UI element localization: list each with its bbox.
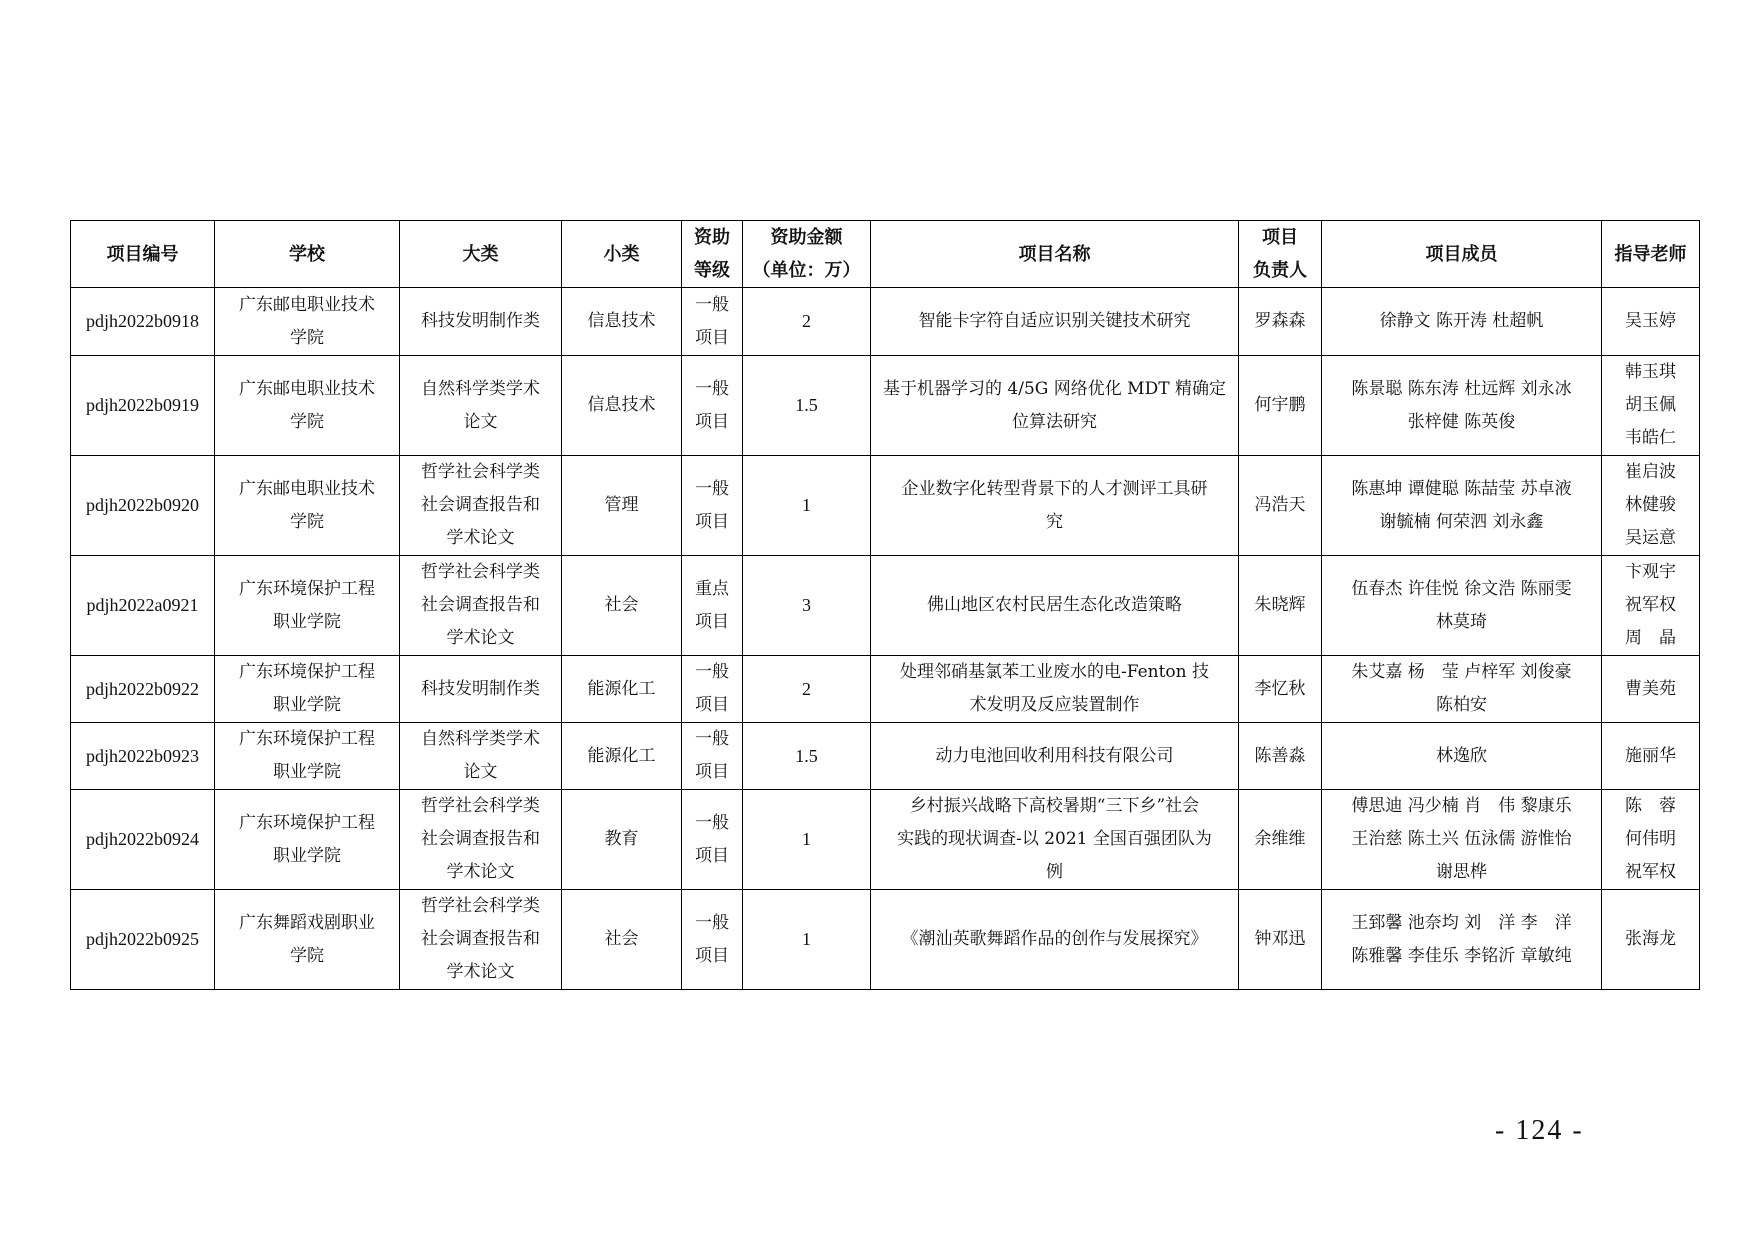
cell-category-line: 哲学社会科学类 xyxy=(421,562,540,582)
cell-school-line: 广东邮电职业技术 xyxy=(239,378,375,399)
cell-members xyxy=(1322,288,1602,356)
cell-advisor xyxy=(1602,890,1700,990)
cell-name-line: 佛山地区农村民居生态化改造策略 xyxy=(927,595,1182,615)
cell-name-line: 究 xyxy=(1046,511,1063,532)
cell-advisor-line: 张海龙 xyxy=(1625,929,1676,949)
cell-name-line: 智能卡字符自适应识别关键技术研究 xyxy=(918,311,1191,331)
table-body xyxy=(71,288,1700,990)
cell-name-line: 例 xyxy=(1046,862,1063,882)
cell-advisor-line: 祝军权 xyxy=(1625,862,1676,882)
cell-amount: 2 xyxy=(743,288,871,356)
cell-level-line: 项目 xyxy=(695,945,729,966)
cell-category-line: 学术论文 xyxy=(446,862,515,882)
cell-advisor-line: 周 晶 xyxy=(1625,628,1676,648)
cell-level-line: 项目 xyxy=(695,511,729,532)
cell-level-line: 项目 xyxy=(695,845,729,866)
cell-advisor-line: 韩玉琪 xyxy=(1625,362,1676,382)
cell-amount: 1.5 xyxy=(743,723,871,790)
cell-category-line: 社会调查报告和 xyxy=(421,829,540,849)
cell-school-line: 广东邮电职业技术 xyxy=(239,478,375,499)
cell-name-line: 位算法研究 xyxy=(1012,411,1097,432)
cell-amount: 1 xyxy=(743,890,871,990)
header-level xyxy=(682,221,743,288)
cell-id: pdjh2022a0921 xyxy=(71,556,215,656)
cell-category-line: 学术论文 xyxy=(446,628,515,648)
cell-name xyxy=(871,890,1239,990)
cell-level-line: 重点 xyxy=(695,578,729,599)
cell-name-line: 《潮汕英歌舞蹈作品的创作与发展探究》 xyxy=(901,929,1208,949)
cell-category-line: 哲学社会科学类 xyxy=(421,462,540,482)
cell-members-line: 林莫琦 xyxy=(1436,611,1487,632)
cell-category-line: 哲学社会科学类 xyxy=(421,796,540,816)
cell-category-line: 学术论文 xyxy=(446,962,515,982)
cell-level-line: 一般 xyxy=(695,294,729,315)
cell-level-line: 一般 xyxy=(695,812,729,833)
cell-subcategory: 能源化工 xyxy=(562,656,682,723)
cell-subcategory: 社会 xyxy=(562,556,682,656)
cell-leader: 陈善淼 xyxy=(1239,723,1322,790)
cell-name xyxy=(871,356,1239,456)
cell-members-line: 傅思迪 冯少楠 肖 伟 黎康乐 xyxy=(1351,796,1572,816)
funding-table-container xyxy=(70,220,1700,990)
header-leader-line: 项目 xyxy=(1262,227,1298,248)
cell-name-line: 企业数字化转型背景下的人才测评工具研 xyxy=(901,478,1208,499)
cell-level-line: 一般 xyxy=(695,912,729,933)
cell-name-line: 处理邻硝基氯苯工业废水的电-Fenton 技 xyxy=(899,662,1210,682)
cell-school xyxy=(215,456,400,556)
cell-members xyxy=(1322,356,1602,456)
table-row xyxy=(71,288,1700,356)
cell-leader: 何宇鹏 xyxy=(1239,356,1322,456)
cell-school-line: 职业学院 xyxy=(273,695,341,715)
cell-category-line: 哲学社会科学类 xyxy=(421,896,540,916)
cell-level-line: 一般 xyxy=(695,662,729,682)
cell-advisor xyxy=(1602,288,1700,356)
cell-category xyxy=(400,356,562,456)
cell-level-line: 项目 xyxy=(695,411,729,432)
cell-members-line: 王治慈 陈土兴 伍泳儒 游惟怡 xyxy=(1351,829,1572,849)
cell-advisor xyxy=(1602,356,1700,456)
cell-id: pdjh2022b0918 xyxy=(71,288,215,356)
cell-subcategory: 社会 xyxy=(562,890,682,990)
cell-members xyxy=(1322,556,1602,656)
cell-school-line: 广东邮电职业技术 xyxy=(239,294,375,315)
cell-name-line: 动力电池回收利用科技有限公司 xyxy=(935,745,1174,766)
cell-amount: 1 xyxy=(743,790,871,890)
cell-members-line: 谢毓楠 何荣泗 刘永鑫 xyxy=(1379,511,1544,532)
cell-school-line: 职业学院 xyxy=(273,762,341,782)
cell-members-line: 陈雅馨 李佳乐 李铭沂 章敏纯 xyxy=(1351,945,1572,966)
cell-category-line: 自然科学类学术 xyxy=(421,729,540,749)
cell-level xyxy=(682,288,743,356)
cell-level-line: 一般 xyxy=(695,729,729,749)
cell-category-line: 社会调查报告和 xyxy=(421,929,540,949)
cell-advisor xyxy=(1602,456,1700,556)
cell-id: pdjh2022b0919 xyxy=(71,356,215,456)
cell-category-line: 论文 xyxy=(463,411,498,432)
header-row xyxy=(71,221,1700,288)
cell-school-line: 广东环境保护工程 xyxy=(239,578,375,599)
cell-school xyxy=(215,890,400,990)
cell-name-line: 实践的现状调查-以 2021 全国百强团队为 xyxy=(897,829,1212,849)
cell-category xyxy=(400,656,562,723)
cell-advisor-line: 崔启波 xyxy=(1625,462,1676,482)
cell-id: pdjh2022b0920 xyxy=(71,456,215,556)
cell-category-line: 社会调查报告和 xyxy=(421,595,540,615)
cell-level xyxy=(682,890,743,990)
cell-members xyxy=(1322,790,1602,890)
cell-members xyxy=(1322,723,1602,790)
cell-leader: 冯浩天 xyxy=(1239,456,1322,556)
table-row xyxy=(71,890,1700,990)
cell-leader: 朱晓辉 xyxy=(1239,556,1322,656)
cell-advisor-line: 施丽华 xyxy=(1625,745,1676,766)
cell-members xyxy=(1322,456,1602,556)
cell-members-line: 朱艾嘉 杨 莹 卢梓军 刘俊豪 xyxy=(1351,662,1572,682)
cell-id: pdjh2022b0922 xyxy=(71,656,215,723)
cell-advisor-line: 林健骏 xyxy=(1625,495,1676,515)
cell-leader: 罗森森 xyxy=(1239,288,1322,356)
cell-id: pdjh2022b0924 xyxy=(71,790,215,890)
cell-advisor-line: 祝军权 xyxy=(1625,595,1676,615)
header-subcategory: 小类 xyxy=(562,221,682,288)
header-amount-line: （单位：万） xyxy=(752,260,861,281)
cell-advisor xyxy=(1602,656,1700,723)
cell-name xyxy=(871,456,1239,556)
header-leader xyxy=(1239,221,1322,288)
table-row xyxy=(71,456,1700,556)
cell-school-line: 学院 xyxy=(290,411,324,432)
cell-school xyxy=(215,656,400,723)
cell-advisor-line: 吴玉婷 xyxy=(1625,311,1676,331)
header-school: 学校 xyxy=(215,221,400,288)
header-category: 大类 xyxy=(400,221,562,288)
cell-school-line: 广东舞蹈戏剧职业 xyxy=(239,912,375,933)
header-id: 项目编号 xyxy=(71,221,215,288)
cell-level-line: 一般 xyxy=(695,478,729,499)
cell-school-line: 广东环境保护工程 xyxy=(239,662,375,682)
cell-advisor-line: 吴运意 xyxy=(1625,528,1676,548)
cell-subcategory: 能源化工 xyxy=(562,723,682,790)
cell-advisor xyxy=(1602,723,1700,790)
page-number: - 124 - xyxy=(1495,1115,1584,1146)
cell-name xyxy=(871,288,1239,356)
cell-level-line: 项目 xyxy=(695,762,729,782)
cell-category-line: 社会调查报告和 xyxy=(421,495,540,515)
table-row xyxy=(71,356,1700,456)
cell-members xyxy=(1322,890,1602,990)
cell-amount: 3 xyxy=(743,556,871,656)
cell-advisor-line: 卞观宇 xyxy=(1625,562,1676,582)
cell-amount: 1 xyxy=(743,456,871,556)
header-amount-line: 资助金额 xyxy=(770,227,843,248)
cell-category xyxy=(400,890,562,990)
cell-members-line: 伍春杰 许佳悦 徐文浩 陈丽雯 xyxy=(1351,578,1572,599)
cell-level xyxy=(682,723,743,790)
cell-members-line: 谢思桦 xyxy=(1436,862,1487,882)
cell-name xyxy=(871,723,1239,790)
cell-amount: 2 xyxy=(743,656,871,723)
cell-members-line: 陈惠坤 谭健聪 陈喆莹 苏卓液 xyxy=(1351,478,1572,499)
cell-name xyxy=(871,790,1239,890)
cell-members-line: 陈景聪 陈东涛 杜远辉 刘永冰 xyxy=(1351,378,1572,399)
cell-school xyxy=(215,556,400,656)
cell-leader: 李忆秋 xyxy=(1239,656,1322,723)
cell-subcategory: 信息技术 xyxy=(562,356,682,456)
cell-level-line: 一般 xyxy=(695,378,729,399)
cell-advisor-line: 曹美苑 xyxy=(1625,678,1676,699)
funding-table xyxy=(70,220,1700,990)
header-members: 项目成员 xyxy=(1322,221,1602,288)
table-row xyxy=(71,790,1700,890)
cell-school xyxy=(215,288,400,356)
cell-category-line: 学术论文 xyxy=(446,528,515,548)
cell-name-line: 基于机器学习的 4/5G 网络优化 MDT 精确定 xyxy=(883,378,1226,399)
table-row xyxy=(71,656,1700,723)
cell-name xyxy=(871,556,1239,656)
cell-members-line: 王郅馨 池奈均 刘 洋 李 洋 xyxy=(1351,912,1572,933)
cell-school-line: 学院 xyxy=(290,945,324,966)
table-row xyxy=(71,723,1700,790)
cell-category xyxy=(400,723,562,790)
cell-level xyxy=(682,656,743,723)
header-advisor: 指导老师 xyxy=(1602,221,1700,288)
cell-advisor-line: 陈 蓉 xyxy=(1625,796,1676,816)
cell-name xyxy=(871,656,1239,723)
header-leader-line: 负责人 xyxy=(1253,260,1307,281)
cell-subcategory: 信息技术 xyxy=(562,288,682,356)
cell-school xyxy=(215,356,400,456)
cell-category xyxy=(400,556,562,656)
cell-level-line: 项目 xyxy=(695,611,729,632)
cell-amount: 1.5 xyxy=(743,356,871,456)
cell-school-line: 学院 xyxy=(290,511,324,532)
cell-category-line: 自然科学类学术 xyxy=(421,378,540,399)
cell-level-line: 项目 xyxy=(695,695,729,715)
cell-members-line: 林逸欣 xyxy=(1436,745,1487,766)
cell-category xyxy=(400,288,562,356)
cell-school-line: 广东环境保护工程 xyxy=(239,729,375,749)
cell-category-line: 科技发明制作类 xyxy=(421,678,540,699)
cell-advisor-line: 韦皓仁 xyxy=(1625,428,1676,448)
cell-name-line: 术发明及反应装置制作 xyxy=(969,695,1140,715)
cell-leader: 钟邓迅 xyxy=(1239,890,1322,990)
cell-school-line: 职业学院 xyxy=(273,845,341,866)
cell-school xyxy=(215,790,400,890)
cell-subcategory: 教育 xyxy=(562,790,682,890)
cell-members-line: 陈柏安 xyxy=(1436,695,1487,715)
header-amount xyxy=(743,221,871,288)
cell-school-line: 学院 xyxy=(290,327,324,348)
table-row xyxy=(71,556,1700,656)
header-level-line: 资助 xyxy=(694,227,730,248)
cell-leader: 余维维 xyxy=(1239,790,1322,890)
cell-id: pdjh2022b0925 xyxy=(71,890,215,990)
cell-category xyxy=(400,456,562,556)
header-name: 项目名称 xyxy=(871,221,1239,288)
cell-subcategory: 管理 xyxy=(562,456,682,556)
cell-level xyxy=(682,556,743,656)
cell-advisor xyxy=(1602,556,1700,656)
cell-category-line: 论文 xyxy=(463,762,498,782)
cell-name-line: 乡村振兴战略下高校暑期“三下乡”社会 xyxy=(909,796,1200,816)
cell-level xyxy=(682,456,743,556)
cell-level xyxy=(682,356,743,456)
cell-school-line: 广东环境保护工程 xyxy=(239,812,375,833)
cell-category-line: 科技发明制作类 xyxy=(421,311,540,331)
cell-category xyxy=(400,790,562,890)
cell-level-line: 项目 xyxy=(695,327,729,348)
cell-school-line: 职业学院 xyxy=(273,611,341,632)
cell-members xyxy=(1322,656,1602,723)
cell-school xyxy=(215,723,400,790)
cell-advisor xyxy=(1602,790,1700,890)
cell-members-line: 张梓健 陈英俊 xyxy=(1407,411,1516,432)
cell-members-line: 徐静文 陈开涛 杜超帆 xyxy=(1379,311,1544,331)
header-level-line: 等级 xyxy=(694,260,730,281)
cell-advisor-line: 何伟明 xyxy=(1625,829,1676,849)
cell-id: pdjh2022b0923 xyxy=(71,723,215,790)
cell-advisor-line: 胡玉佩 xyxy=(1625,395,1676,415)
cell-level xyxy=(682,790,743,890)
